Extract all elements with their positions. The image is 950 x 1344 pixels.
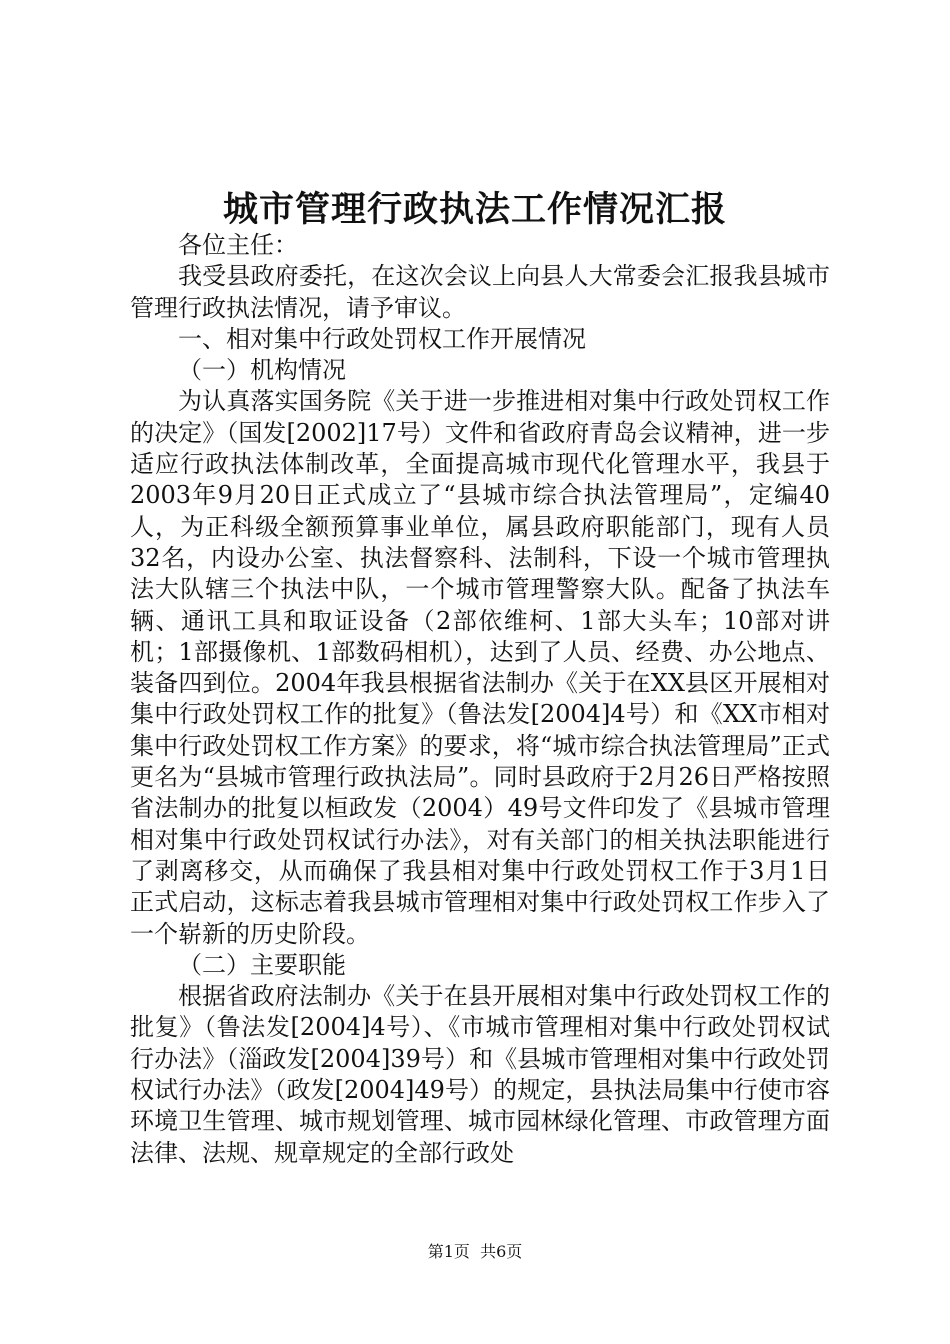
intro-paragraph: 我受县政府委托，在这次会议上向县人大常委会汇报我县城市管理行政执法情况，请予审议。	[130, 262, 830, 322]
organization-paragraph: 为认真落实国务院《关于进一步推进相对集中行政处罚权工作的决定》（国发[2002]17号）文件和省政府青岛会议精神，进一步适应行政执法体制改革，全面提高城市现代化管理水平，我县于2003年9月20日正式成立了“县城市综合执法管理局”，定编40人，为正科级全额预算事业单位，属县政府职能部门，现有人员32名，内设办公室、执法督察科、法制科，下设一个城市管理执法大队辖三个执法中队，一个城市管理警察大队。配备了执法车辆、通讯工具和取证设备（2部依维柯、1部大头车；10部对讲机；1部摄像机、1部数码相机），达到了人员、经费、办公地点、装备四到位。2004年我县根据省法制办《关于在XX县区开展相对集中行政处罚权工作的批复》（鲁法发[2004]4号）和《XX市相对集中行政处罚权工作方案》的要求，将“城市综合执法管理局”正式更名为“县城市管理行政执法局”。同时县政府于2月26日严格按照省法制办的批复以桓政发（2004）49号文件印发了《县城市管理相对集中行政处罚权试行办法》，对有关部门的相关执法职能进行了剥离移交，从而确保了我县相对集中行政处罚权工作于3月1日正式启动，这标志着我县城市管理相对集中行政处罚权工作步入了一个崭新的历史阶段。	[130, 387, 830, 948]
document-body	[130, 230, 830, 1169]
salutation: 各位主任：	[178, 231, 298, 259]
subsection-heading-2: （二）主要职能	[178, 950, 346, 979]
section-heading-1: 一、相对集中行政处罚权工作开展情况	[178, 324, 586, 353]
page-number: 第1页 共6页	[427, 1242, 523, 1261]
document-title: 城市管理行政执法工作情况汇报	[222, 189, 727, 230]
functions-paragraph: 根据省政府法制办《关于在县开展相对集中行政处罚权工作的批复》（鲁法发[2004]4号）、《市城市管理相对集中行政处罚权试行办法》（淄政发[2004]39号）和《县城市管理相对集中行政处罚权试行办法》（政发[2004]49号）的规定，县执法局集中行使市容环境卫生管理、城市规划管理、城市园林绿化管理、市政管理方面法律、法规、规章规定的全部行政处	[130, 982, 830, 1167]
subsection-heading-1: （一）机构情况	[178, 356, 346, 385]
